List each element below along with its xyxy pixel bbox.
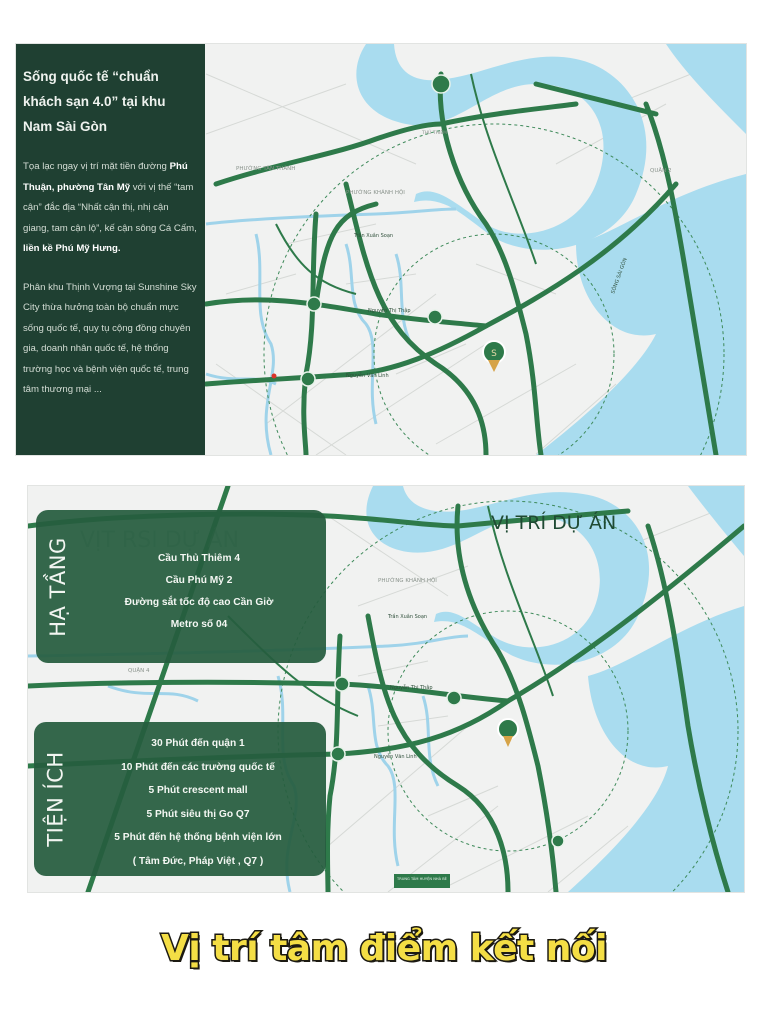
amenities-box bbox=[34, 722, 326, 876]
map-label-tan-thanh: PHƯỜNG TÂN THÀNH bbox=[236, 166, 296, 172]
map-label-thu-thiem: THỦ THIÊM bbox=[422, 131, 448, 136]
amenities-list bbox=[78, 732, 318, 873]
intro-side-panel bbox=[16, 44, 205, 455]
map-label-nguyen-thi-thap-bottom: Nguyễn Thị Thập bbox=[390, 685, 433, 691]
map-label-nguyen-van-linh: Nguyễn Văn Linh bbox=[346, 373, 389, 379]
map-sign-nha-be: TRUNG TÂM HUYỆN NHÀ BÈ bbox=[397, 877, 447, 881]
map-label-quan4: QUẬN 4 bbox=[128, 668, 150, 674]
amenity-item: 5 Phút siêu thị Go Q7 bbox=[146, 808, 250, 820]
map-card-top bbox=[16, 44, 746, 455]
map-label-tran-xuan-soan-bottom: Trần Xuân Soạn bbox=[388, 614, 428, 620]
infrastructure-item: Cầu Thủ Thiêm 4 bbox=[157, 553, 241, 564]
infrastructure-list bbox=[80, 548, 318, 636]
amenity-item: 30 Phút đến quận 1 bbox=[151, 738, 245, 749]
map-label-khanh-hoi-bottom: PHƯỜNG KHÁNH HỘI bbox=[378, 578, 437, 584]
infrastructure-item: Đường sắt tốc độ cao Cần Giờ bbox=[124, 597, 274, 608]
map-label-saigon-river: SÔNG SÀI GÒN bbox=[610, 257, 629, 295]
infrastructure-item: Cầu Phú Mỹ 2 bbox=[165, 575, 233, 586]
map-label-khanh-hoi: PHƯỜNG KHÁNH HỘI bbox=[346, 190, 405, 196]
infrastructure-item: Metro số 04 bbox=[170, 619, 228, 630]
intro-paragraph-lifestyle: Phân khu Thịnh Vượng tại Sunshine Sky City thừa hưởng toàn bộ chuẩn mực sống quốc tế, quy tụ cộng đồng chuyên gia, doanh nhân quốc tế, hệ thống trường học và bệnh viện quốc tế, trung tâm thương mại ... bbox=[23, 281, 197, 395]
map-label-nguyen-van-linh-bottom: Nguyễn Văn Linh bbox=[374, 754, 417, 760]
intro-title: Sống quốc tế “chuẩn khách sạn 4.0” tại khu Nam Sài Gòn bbox=[23, 69, 166, 134]
svg-text:S: S bbox=[491, 349, 497, 359]
amenity-item: 5 Phút đến hệ thống bệnh viện lớn bbox=[114, 832, 282, 843]
infrastructure-label: HẠ TẦNG bbox=[46, 536, 71, 637]
infrastructure-box bbox=[36, 510, 326, 663]
map-label-nguyen-thi-thap: Nguyễn Thị Thập bbox=[368, 308, 411, 314]
amenity-item: 5 Phút crescent mall bbox=[148, 785, 248, 796]
map-label-tran-xuan-soan: Trần Xuân Soạn bbox=[354, 233, 394, 239]
caption-title: Vị trí tâm điểm kết nối bbox=[161, 928, 607, 969]
amenities-label: TIỆN ÍCH bbox=[44, 751, 69, 847]
intro-paragraph-location: Tọa lạc ngay vị trí mặt tiền đường Phú Thuận, phường Tân Mỹ với vị thế “tam cận” đắc địa “Nhất cận thị, nhị cận giang, tam cận lộ”, kế cận sông Cá Cấm, liền kề Phú Mỹ Hưng. bbox=[23, 161, 197, 254]
amenity-item: 10 Phút đến các trường quốc tế bbox=[121, 761, 275, 773]
map-label-quan2: QUẬN 2 bbox=[650, 168, 672, 174]
project-location-title: VỊ TRÍ DỰ ÁN bbox=[491, 512, 617, 534]
amenity-item: ( Tâm Đức, Pháp Việt , Q7 ) bbox=[132, 855, 264, 867]
